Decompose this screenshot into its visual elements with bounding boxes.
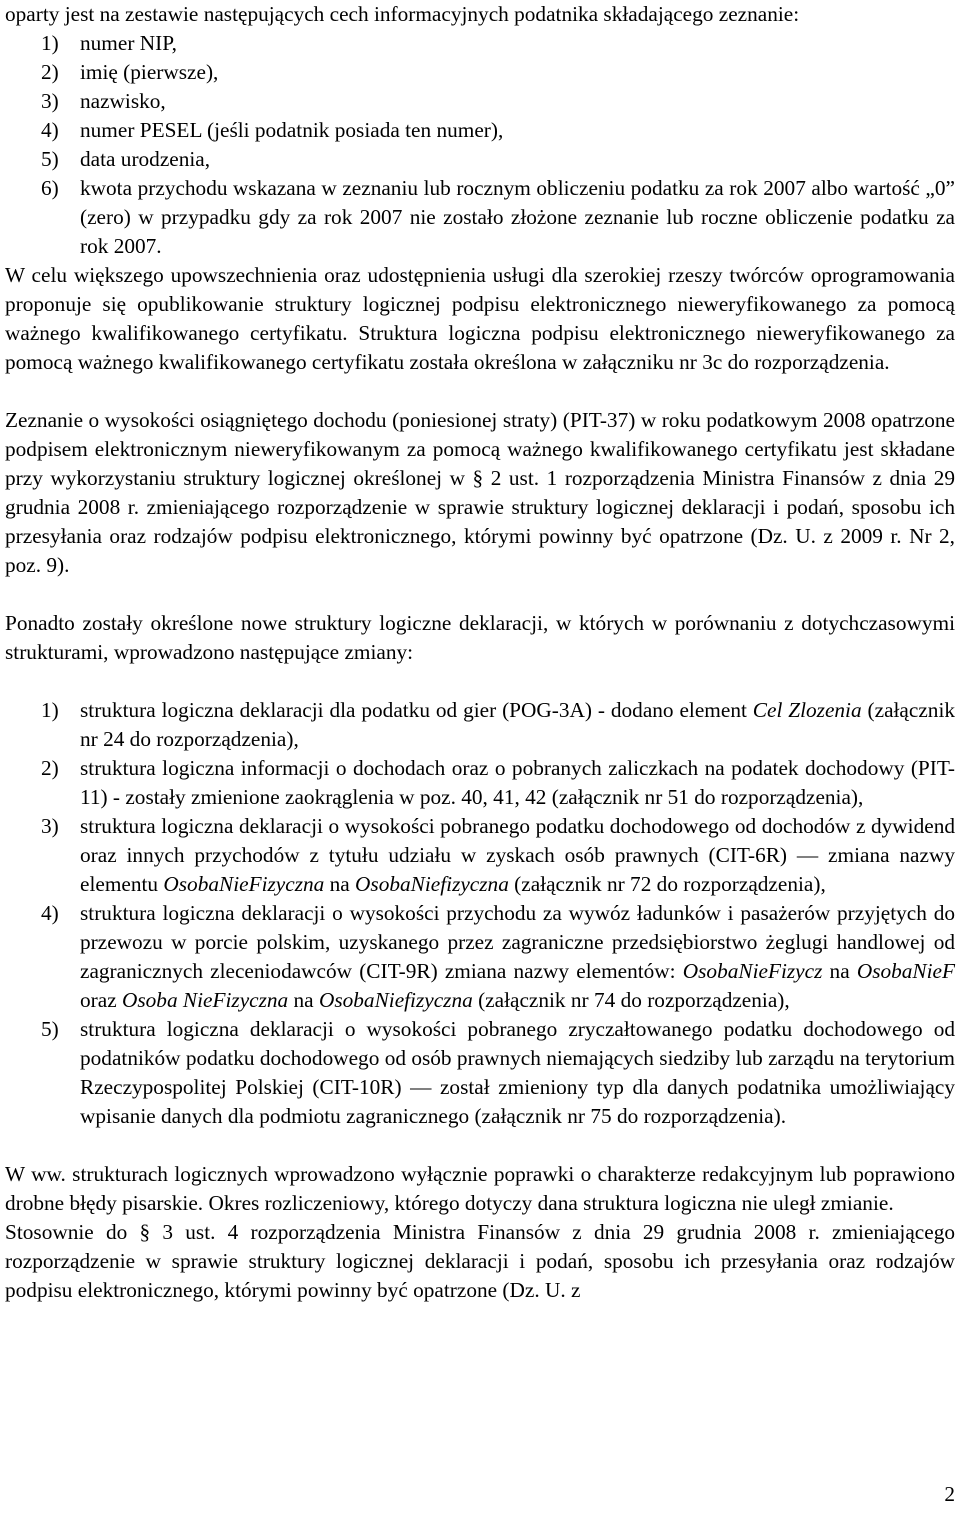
- list-item: 1) struktura logiczna deklaracji dla podatku od gier (POG-3A) - dodano element Cel Zlozenia (załącznik nr 24 do rozporządzenia),: [41, 698, 956, 751]
- page-number: 2: [944, 1482, 955, 1506]
- list-item: 3) struktura logiczna deklaracji o wysokości pobranego podatku dochodowego od dochodów z dywidend oraz innych przychodów z tytułu udziału w zyskach osób prawnych (CIT-6R) — zmiana nazwy elementu OsobaNieFizyczna na OsobaNiefizyczna (załącznik nr 72 do rozporządzenia),: [41, 814, 955, 896]
- list-item: 1) numer NIP,: [41, 31, 178, 55]
- list-item: 5) data urodzenia,: [41, 147, 211, 171]
- paragraph-corrections: W ww. strukturach logicznych wprowadzono wyłącznie poprawki o charakterze redakcyjnym lub poprawiono drobne błędy pisarskie. Okres rozliczeniowy, którego dotyczy dana struktura logiczna nie uległ zmianie.: [5, 1162, 955, 1215]
- list-item: 2) struktura logiczna informacji o dochodach oraz o pobranych zaliczkach na podatek dochodowy (PIT-11) - zostały zmienione zaokrąglenia w poz. 40, 41, 42 (załącznik nr 51 do rozporządzenia),: [41, 756, 955, 809]
- list-item: 5) struktura logiczna deklaracji o wysokości pobranego zryczałtowanego podatku dochodowego od podatników podatku dochodowego od osób prawnych niemających siedziby lub zarządu na terytorium Rzeczypospolitej Polskiej (CIT-10R) — został zmieniony typ dla danych podatnika umożliwiający wpisanie danych dla podmiotu zagranicznego (załącznik nr 75 do rozporządzenia).: [41, 1017, 955, 1128]
- feature-list: [5, 29, 955, 261]
- spacer: [5, 377, 955, 406]
- paragraph-final: Stosownie do § 3 ust. 4 rozporządzenia Ministra Finansów z dnia 29 grudnia 2008 r. zmieniającego rozporządzenie w sprawie struktury logicznej deklaracji i podań, sposobu ich przesyłania oraz rodzajów podpisu elektronicznego, którymi powinny być opatrzone (Dz. U. z: [5, 1220, 955, 1302]
- list-item: 3) nazwisko,: [41, 89, 166, 113]
- changes-list: [5, 696, 955, 1131]
- intro-text: oparty jest na zestawie następujących cech informacyjnych podatnika składającego zeznanie:: [5, 2, 800, 26]
- list-item: 4) numer PESEL (jeśli podatnik posiada ten numer),: [41, 118, 504, 142]
- spacer: [5, 580, 955, 609]
- document-page: [5, 0, 955, 1305]
- spacer: [5, 667, 955, 696]
- paragraph-pit37: Zeznanie o wysokości osiągniętego dochodu (poniesionej straty) (PIT-37) w roku podatkowym 2008 opatrzone podpisem elektronicznym nieweryfikowanym za pomocą ważnego kwalifikowanego certyfikatu jest składane przy wykorzystaniu struktury logicznej określonej w § 2 ust. 1 rozporządzenia Ministra Finansów z dnia 29 grudnia 2008 r. zmieniającego rozporządzenie w sprawie struktury logicznej deklaracji i podań, sposobu ich przesyłania oraz rodzajów podpisu elektronicznego, którymi powinny być opatrzone (Dz. U. z 2009 r. Nr 2, poz. 9).: [5, 408, 955, 577]
- list-item: 4) struktura logiczna deklaracji o wysokości przychodu za wywóz ładunków i pasażerów przyjętych do przewozu w porcie polskim, uzyskanego przez zagraniczne przedsiębiorstwo żeglugi handlowej od zagranicznych zleceniodawców (CIT-9R) zmiana nazwy elementów: OsobaNieFizycz na OsobaNieF oraz Osoba NieFizyczna na OsobaNiefizyczna (załącznik nr 74 do rozporządzenia),: [41, 901, 956, 1012]
- spacer: [5, 1131, 955, 1160]
- list-item: 6) kwota przychodu wskazana w zeznaniu lub rocznym obliczeniu podatku za rok 2007 albo wartość „0” (zero) w przypadku gdy za rok 2007 nie zostało złożone zeznanie lub roczne obliczenie podatku za rok 2007.: [41, 176, 955, 258]
- paragraph-signature: W celu większego upowszechnienia oraz udostępnienia usługi dla szerokiej rzeszy twórców oprogramowania proponuje się opublikowanie struktury logicznej podpisu elektronicznego nieweryfikowanego za pomocą ważnego kwalifikowanego certyfikatu. Struktura logiczna podpisu elektronicznego nieweryfikowanego za pomocą ważnego kwalifikowanego certyfikatu została określona w załączniku nr 3c do rozporządzenia.: [5, 263, 955, 374]
- paragraph-changes-intro: Ponadto zostały określone nowe struktury logiczne deklaracji, w których w porównaniu z dotychczasowymi strukturami, wprowadzono następujące zmiany:: [5, 611, 955, 664]
- list-item: 2) imię (pierwsze),: [41, 60, 219, 84]
